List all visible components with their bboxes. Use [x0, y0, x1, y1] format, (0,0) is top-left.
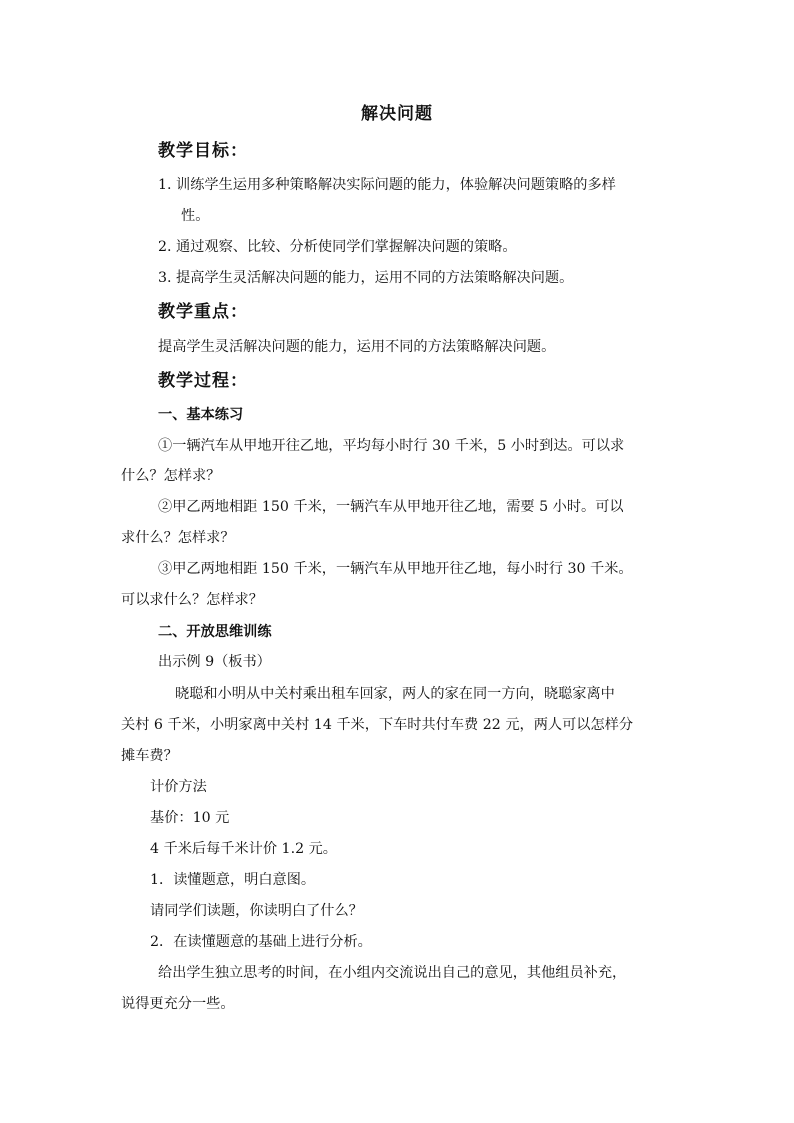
objective-item-3: 3. 提高学生灵活解决问题的能力，运用不同的方法策略解决问题。: [158, 270, 574, 286]
closing-line-1: 给出学生独立思考的时间，在小组内交流说出自己的意见，其他组员补充，: [158, 965, 627, 981]
process-heading: 教学过程：: [158, 371, 248, 391]
question-1-line-2: 什么？怎样求？: [121, 468, 221, 484]
key-points-heading: 教学重点：: [158, 302, 248, 322]
objective-item-1: 1. 训练学生运用多种策略解决实际问题的能力，体验解决问题策略的多样: [158, 177, 616, 193]
part2-heading: 二、开放思维训练: [158, 624, 272, 640]
question-2-line-2: 求什么？怎样求？: [121, 530, 235, 546]
step-1: 1．读懂题意，明白意图。: [150, 872, 316, 888]
question-2-line-1: ②甲乙两地相距 150 千米，一辆汽车从甲地开往乙地，需要 5 小时。可以: [158, 499, 624, 515]
per-km-price: 4 千米后每千米计价 1.2 元。: [150, 841, 337, 857]
part1-heading: 一、基本练习: [158, 407, 244, 423]
question-3-line-1: ③甲乙两地相距 150 千米，一辆汽车从甲地开往乙地，每小时行 30 千米。: [158, 561, 633, 577]
pricing-heading: 计价方法: [150, 779, 207, 795]
problem-line-3: 摊车费？: [121, 748, 178, 764]
example-label: 出示例 9（板书）: [158, 654, 271, 670]
objective-item-2: 2. 通过观察、比较、分析使同学们掌握解决问题的策略。: [158, 239, 517, 255]
objective-item-1-continued: 性。: [181, 208, 210, 224]
problem-line-1: 晓聪和小明从中关村乘出租车回家，两人的家在同一方向，晓聪家离中: [175, 686, 615, 702]
step-1-prompt: 请同学们读题，你读明白了什么？: [150, 903, 363, 919]
document-title: 解决问题: [361, 104, 433, 124]
question-3-line-2: 可以求什么？怎样求？: [121, 592, 263, 608]
objectives-heading: 教学目标：: [158, 141, 248, 161]
problem-line-2: 关村 6 千米，小明家离中关村 14 千米，下车时共付车费 22 元，两人可以怎样分: [121, 717, 634, 733]
base-price: 基价：10 元: [150, 810, 230, 826]
step-2: 2．在读懂题意的基础上进行分析。: [150, 934, 372, 950]
question-1-line-1: ①一辆汽车从甲地开往乙地，平均每小时行 30 千米，5 小时到达。可以求: [158, 438, 625, 454]
key-points-text: 提高学生灵活解决问题的能力，运用不同的方法策略解决问题。: [158, 339, 556, 355]
closing-line-2: 说得更充分一些。: [121, 996, 235, 1012]
